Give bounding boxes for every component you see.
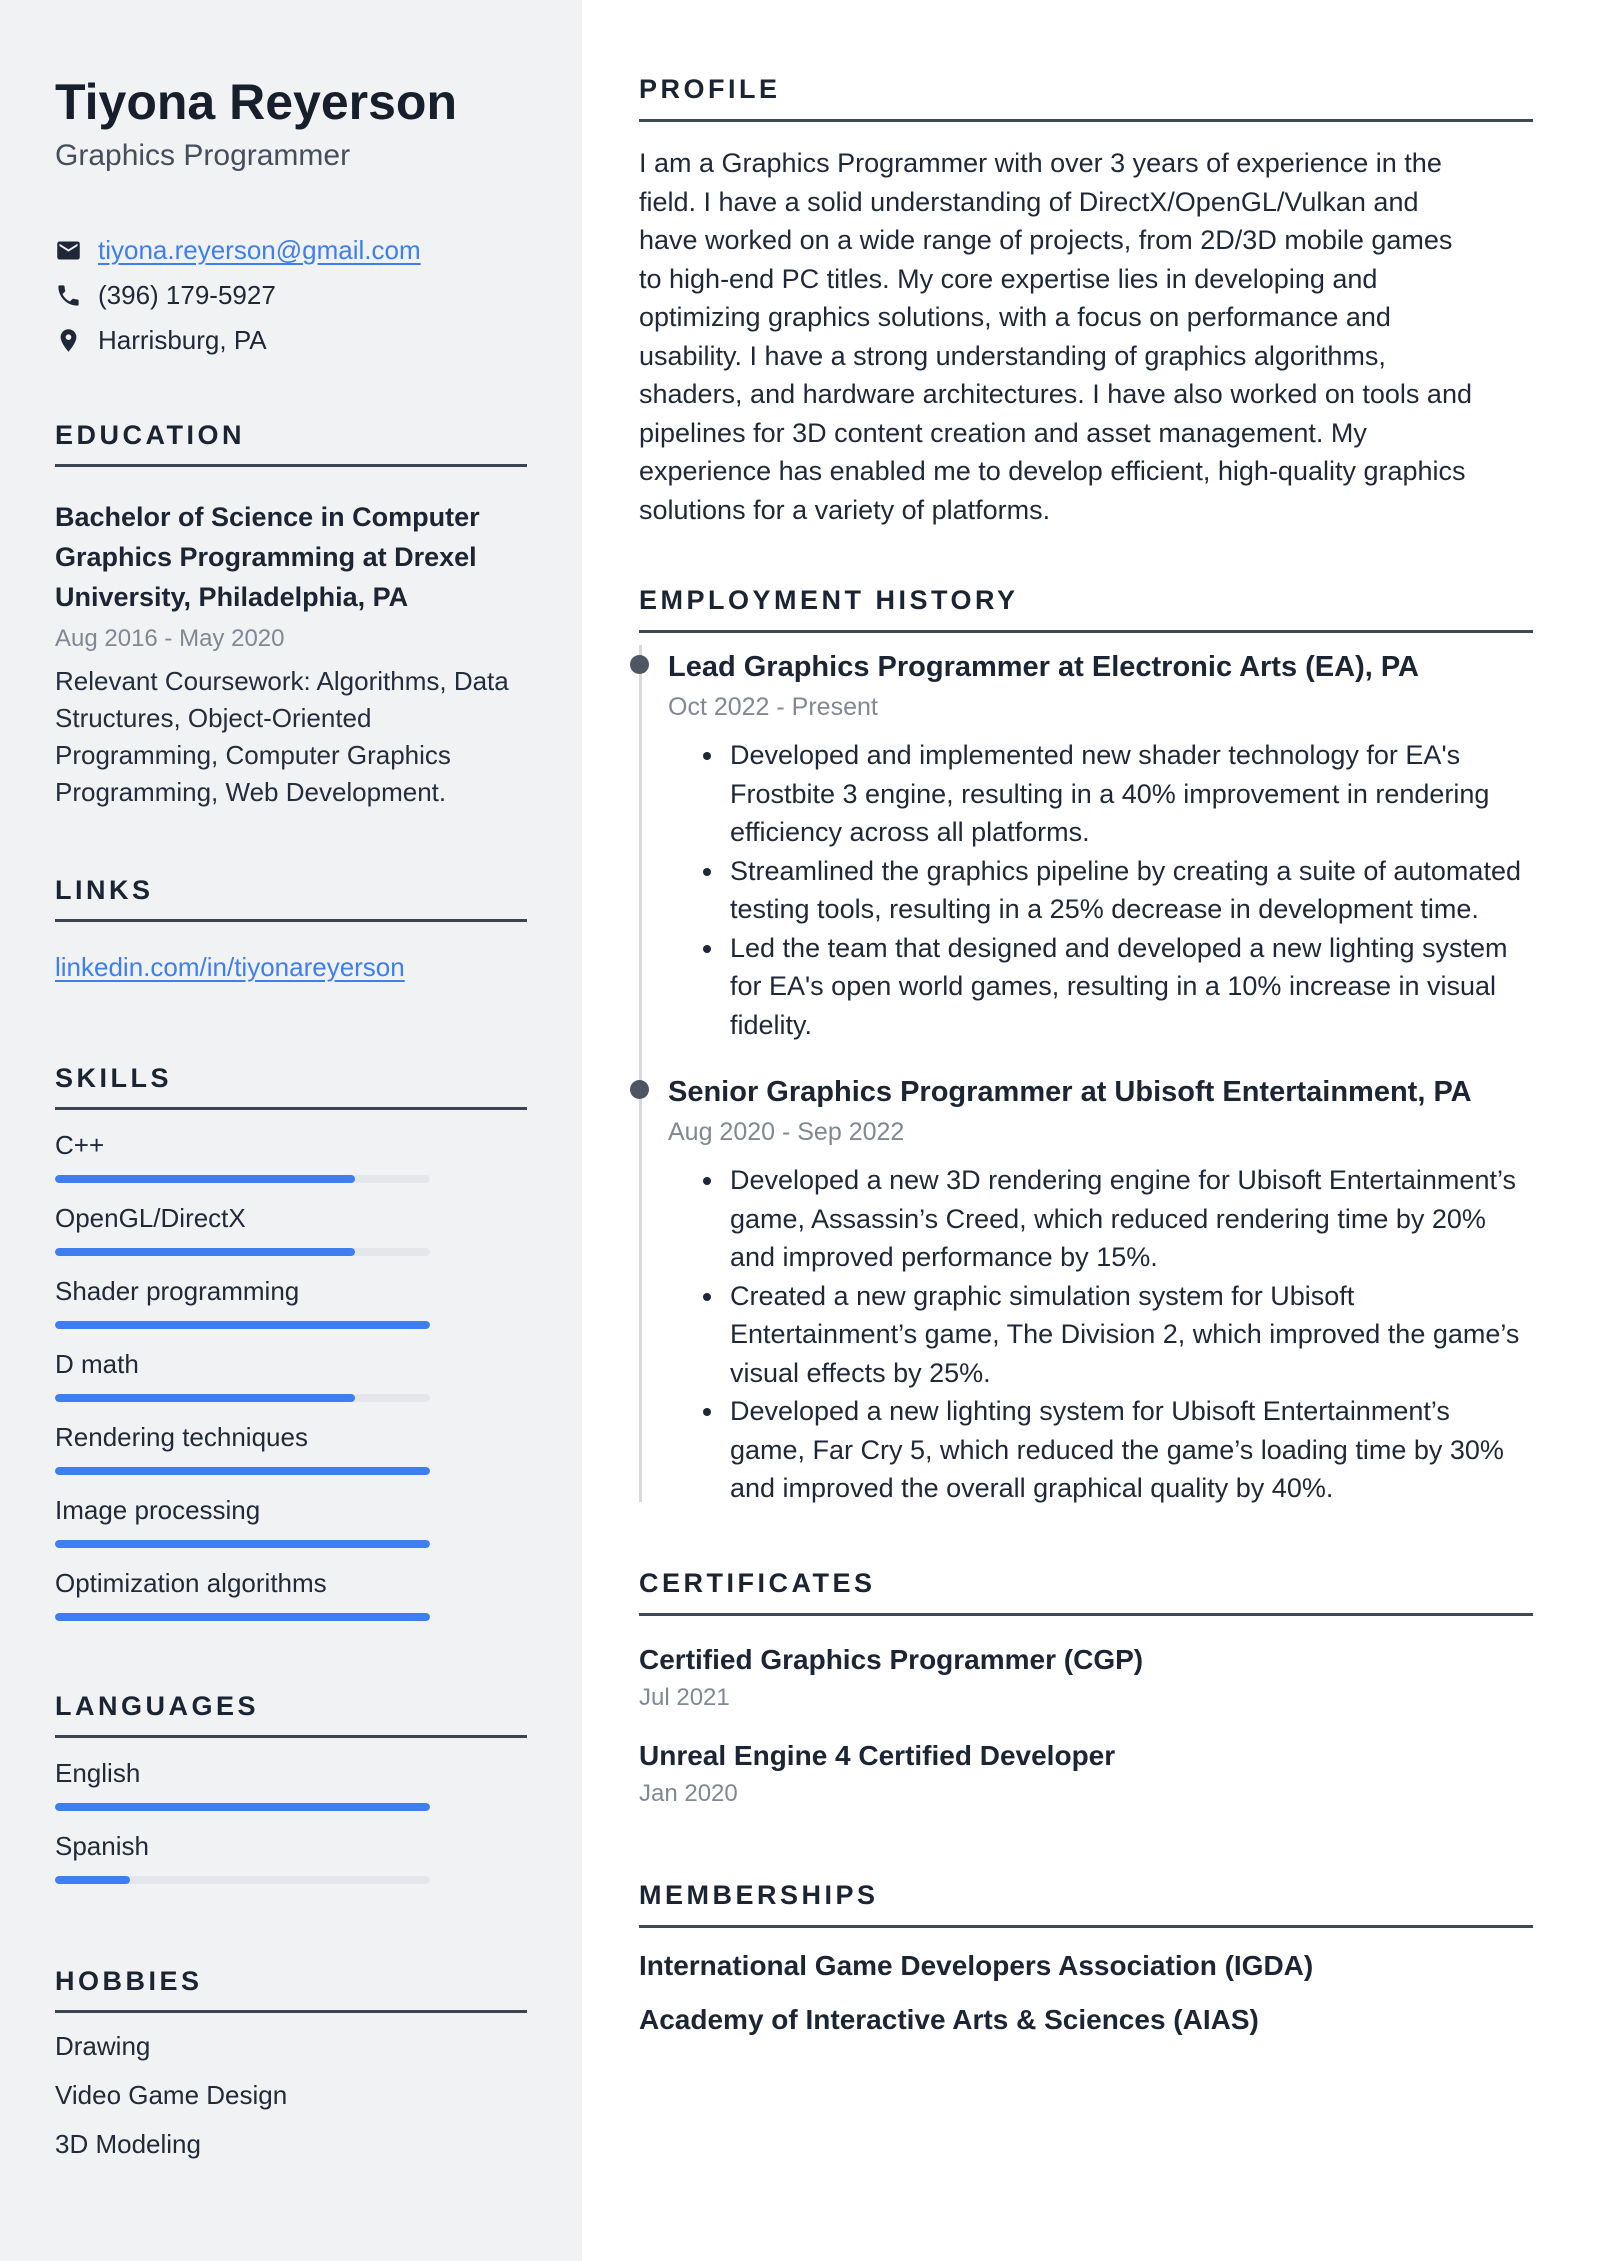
- languages-heading: LANGUAGES: [55, 1691, 260, 1721]
- section-divider: [55, 919, 527, 922]
- skill-bar-fill: [55, 1394, 355, 1402]
- skill-bar: [55, 1613, 430, 1621]
- job-bullet: • Developed a new lighting system for Ubisoft Entertainment’s game, Far Cry 5, which reduced the game’s loading time by 30% and improved the overall graphical quality by 40%.: [726, 1392, 1526, 1508]
- job-bullet-list: [668, 1161, 1533, 1508]
- skill-label: C++: [55, 1130, 105, 1160]
- language-bar-fill: [55, 1803, 430, 1811]
- skill-item: [55, 1422, 527, 1475]
- hobbies-heading: HOBBIES: [55, 1966, 203, 1996]
- contact-email-row: [55, 235, 527, 266]
- location-text: Harrisburg, PA: [98, 325, 267, 355]
- membership-item: Academy of Interactive Arts & Sciences (AIAS): [639, 2003, 1259, 2035]
- skills-heading: SKILLS: [55, 1063, 173, 1093]
- education-degree: Bachelor of Science in Computer Graphics Programming at Drexel University, Philadelphia, PA: [55, 502, 480, 612]
- section-divider: [639, 630, 1533, 633]
- phone-number: (396) 179-5927: [98, 280, 276, 310]
- main-content: [582, 0, 1600, 2261]
- language-item: [55, 1758, 527, 1811]
- job-entry: [668, 649, 1533, 1044]
- profile-text: I am a Graphics Programmer with over 3 years of experience in the field. I have a solid understanding of DirectX/OpenGL/Vulkan and have worked on a wide range of projects, from 2D/3D mobile games to high-end PC titles. My core expertise lies in developing and optimizing graphics solutions, with a focus on performance and usability. I have a strong understanding of graphics algorithms, shaders, and hardware architectures. I have also worked on tools and pipelines for 3D content creation and asset management. My experience has enabled me to develop efficient, high-quality graphics solutions for a variety of platforms.: [639, 148, 1472, 525]
- skill-bar: [55, 1175, 430, 1183]
- skill-label: Shader programming: [55, 1276, 300, 1306]
- certificate-item: [639, 1644, 1533, 1712]
- skill-label: Image processing: [55, 1495, 261, 1525]
- links-heading: LINKS: [55, 875, 154, 905]
- contact-location-row: [55, 325, 527, 356]
- job-bullet: • Created a new graphic simulation system for Ubisoft Entertainment’s game, The Division 2, which improved the game’s visual effects by 25%.: [726, 1277, 1526, 1393]
- job-period: Aug 2020 - Sep 2022: [668, 1118, 905, 1146]
- sidebar: [0, 0, 582, 2261]
- skill-bar-fill: [55, 1321, 430, 1329]
- links-section: [55, 875, 527, 983]
- job-title: Senior Graphics Programmer at Ubisoft Entertainment, PA: [668, 1076, 1472, 1108]
- skill-item: [55, 1349, 527, 1402]
- language-label: English: [55, 1758, 141, 1788]
- certificates-section: [639, 1568, 1533, 1808]
- skill-bar: [55, 1321, 430, 1329]
- skill-bar: [55, 1467, 430, 1475]
- map-pin-icon: [55, 327, 82, 354]
- education-period: Aug 2016 - May 2020: [55, 625, 285, 652]
- section-divider: [55, 2010, 527, 2013]
- job-period: Oct 2022 - Present: [668, 693, 878, 721]
- language-item: [55, 1831, 527, 1884]
- job-bullet: • Developed and implemented new shader technology for EA's Frostbite 3 engine, resulting in a 40% improvement in rendering efficiency across all platforms.: [726, 736, 1526, 852]
- skill-label: Rendering techniques: [55, 1422, 308, 1452]
- skill-bar: [55, 1248, 430, 1256]
- hobbies-section: [55, 1966, 527, 2160]
- section-divider: [639, 1925, 1533, 1928]
- certificate-date: Jul 2021: [639, 1683, 730, 1711]
- skill-item: [55, 1203, 527, 1256]
- certificate-item: [639, 1740, 1533, 1808]
- skill-label: D math: [55, 1349, 139, 1379]
- job-bullet: • Developed a new 3D rendering engine for Ubisoft Entertainment’s game, Assassin’s Creed, which reduced rendering time by 20% and improved performance by 15%.: [726, 1161, 1526, 1277]
- section-divider: [639, 1613, 1533, 1616]
- skill-bar-fill: [55, 1540, 430, 1548]
- contact-phone-row: [55, 280, 527, 311]
- skill-label: OpenGL/DirectX: [55, 1203, 246, 1233]
- skill-bar-fill: [55, 1175, 355, 1183]
- job-bullet: • Led the team that designed and developed a new lighting system for EA's open world games, resulting in a 10% increase in visual fidelity.: [726, 929, 1526, 1045]
- skills-section: [55, 1063, 527, 1621]
- skill-item: [55, 1130, 527, 1183]
- email-link[interactable]: tiyona.reyerson@gmail.com: [98, 235, 421, 265]
- skill-bar: [55, 1540, 430, 1548]
- memberships-heading: MEMBERSHIPS: [639, 1879, 879, 1910]
- linkedin-link[interactable]: linkedin.com/in/tiyonareyerson: [55, 952, 405, 982]
- language-bar-fill: [55, 1876, 130, 1884]
- profile-section: [639, 74, 1533, 529]
- candidate-name: Tiyona Reyerson: [55, 74, 458, 130]
- education-section: [55, 420, 527, 811]
- timeline-dot-icon: [630, 655, 649, 674]
- languages-section: [55, 1691, 527, 1884]
- list-item: [55, 952, 527, 983]
- employment-timeline: [639, 649, 1533, 1508]
- timeline-dot-icon: [630, 1080, 649, 1099]
- skill-bar-fill: [55, 1248, 355, 1256]
- profile-heading: PROFILE: [639, 74, 781, 104]
- section-divider: [55, 464, 527, 467]
- skill-bar: [55, 1394, 430, 1402]
- section-divider: [55, 1107, 527, 1110]
- hobby-item: Video Game Design: [55, 2080, 288, 2110]
- membership-item: International Game Developers Association (IGDA): [639, 1949, 1314, 1981]
- job-bullet-list: [668, 736, 1533, 1044]
- memberships-section: [639, 1880, 1533, 2036]
- section-divider: [639, 119, 1533, 122]
- certificate-title: Unreal Engine 4 Certified Developer: [639, 1739, 1116, 1771]
- skill-item: [55, 1495, 527, 1548]
- language-label: Spanish: [55, 1831, 149, 1861]
- skill-bar-fill: [55, 1467, 430, 1475]
- certificate-date: Jan 2020: [639, 1779, 738, 1807]
- skill-label: Optimization algorithms: [55, 1568, 327, 1598]
- certificate-title: Certified Graphics Programmer (CGP): [639, 1643, 1144, 1675]
- job-bullet: • Streamlined the graphics pipeline by creating a suite of automated testing tools, resulting in a 25% decrease in development time.: [726, 852, 1526, 929]
- job-entry: [668, 1074, 1533, 1508]
- skill-bar-fill: [55, 1613, 430, 1621]
- language-bar: [55, 1876, 430, 1884]
- skill-item: [55, 1276, 527, 1329]
- section-divider: [55, 1735, 527, 1738]
- employment-section: [639, 585, 1533, 1508]
- job-title: Lead Graphics Programmer at Electronic Arts (EA), PA: [668, 651, 1419, 683]
- hobby-item: Drawing: [55, 2031, 151, 2061]
- contact-block: [55, 235, 527, 356]
- certificates-heading: CERTIFICATES: [639, 1567, 876, 1598]
- language-bar: [55, 1803, 430, 1811]
- education-details: Relevant Coursework: Algorithms, Data Structures, Object-Oriented Programming, Computer Graphics Programming, Web Development.: [55, 666, 509, 807]
- envelope-icon: [55, 237, 82, 264]
- phone-icon: [55, 282, 82, 309]
- employment-heading: EMPLOYMENT HISTORY: [639, 585, 1019, 615]
- skill-item: [55, 1568, 527, 1621]
- hobby-item: 3D Modeling: [55, 2129, 201, 2159]
- education-heading: EDUCATION: [55, 420, 245, 450]
- candidate-title: Graphics Programmer: [55, 139, 351, 172]
